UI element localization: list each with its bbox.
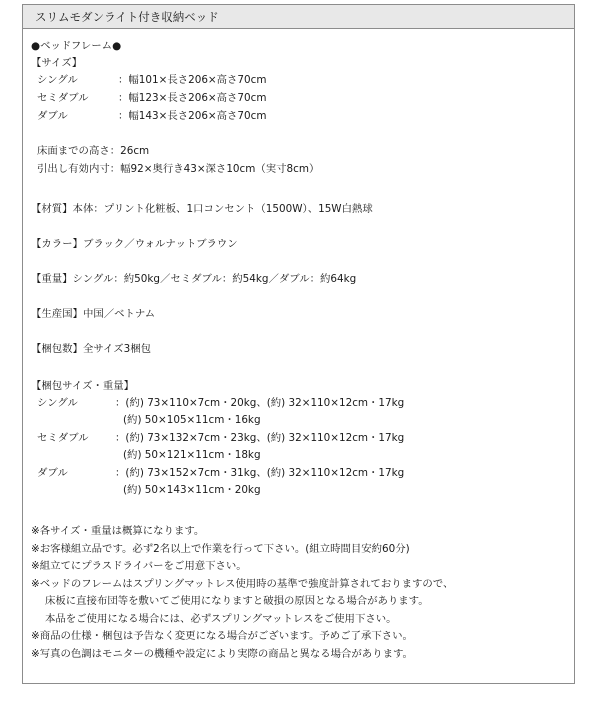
frame-heading: ●ベッドフレーム●: [31, 40, 122, 52]
package-size-heading: 【梱包サイズ・重量】: [31, 380, 135, 392]
package-value-double: ：(約) 73×152×7cm・31kg、(約) 32×110×12cm・17kg: [115, 467, 405, 479]
package-label-single: シングル: [37, 397, 78, 409]
origin-country: 【生産国】中国／ベトナム: [31, 308, 156, 320]
note-item: 本品をご使用になる場合には、必ずスプリングマットレスをご使用下さい。: [45, 613, 397, 625]
package-count: 【梱包数】全サイズ3梱包: [31, 343, 152, 355]
note-item: ※商品の仕様・梱包は予告なく変更になる場合がございます。予めご了承下さい。: [31, 630, 413, 642]
package-value-single: ：(約) 73×110×7cm・20kg、(約) 32×110×12cm・17kg: [115, 397, 405, 409]
package-value-semidouble-2: (約) 50×121×11cm・18kg: [123, 449, 261, 461]
drawer-inner-size: 引出し有効内寸：幅92×奥行き43×深さ10cm（実寸8cm）: [37, 163, 320, 175]
note-item: ※各サイズ・重量は概算になります。: [31, 525, 205, 537]
note-item: ※ベッドのフレームはスプリングマットレス使用時の基準で強度計算されておりますので、: [31, 578, 454, 590]
size-label-double: ダブル: [37, 110, 68, 122]
color-options: 【カラー】ブラック／ウォルナットブラウン: [31, 238, 238, 250]
note-item: ※お客様組立品です。必ず2名以上で作業を行って下さい。(組立時間目安約60分): [31, 543, 410, 555]
package-value-double-2: (約) 50×143×11cm・20kg: [123, 484, 261, 496]
size-value-semidouble: ：幅123×長さ206×高さ70cm: [118, 92, 267, 104]
note-item: ※組立てにプラスドライバーをご用意下さい。: [31, 560, 247, 572]
material: 【材質】本体：プリント化粧板、1口コンセント（1500W）、15W白熱球: [31, 203, 373, 215]
note-item: ※写真の色調はモニターの機種や設定により実際の商品と異なる場合があります。: [31, 648, 413, 660]
floor-height: 床面までの高さ：26cm: [37, 145, 150, 157]
weight: 【重量】シングル：約50kg／セミダブル：約54kg／ダブル：約64kg: [31, 273, 357, 285]
package-label-semidouble: セミダブル: [37, 432, 89, 444]
size-value-double: ：幅143×長さ206×高さ70cm: [118, 110, 267, 122]
spec-panel: [22, 4, 575, 684]
package-value-semidouble: ：(約) 73×132×7cm・23kg、(約) 32×110×12cm・17kg: [115, 432, 405, 444]
product-title: スリムモダンライト付き収納ベッド: [23, 5, 574, 29]
size-label-semidouble: セミダブル: [37, 92, 89, 104]
note-item: 床板に直接布団等を敷いてご使用になりますと破損の原因となる場合があります。: [45, 595, 429, 607]
size-label-single: シングル: [37, 74, 78, 86]
package-label-double: ダブル: [37, 467, 68, 479]
size-heading: 【サイズ】: [31, 57, 83, 69]
package-value-single-2: (約) 50×105×11cm・16kg: [123, 414, 261, 426]
size-value-single: ：幅101×長さ206×高さ70cm: [118, 74, 267, 86]
